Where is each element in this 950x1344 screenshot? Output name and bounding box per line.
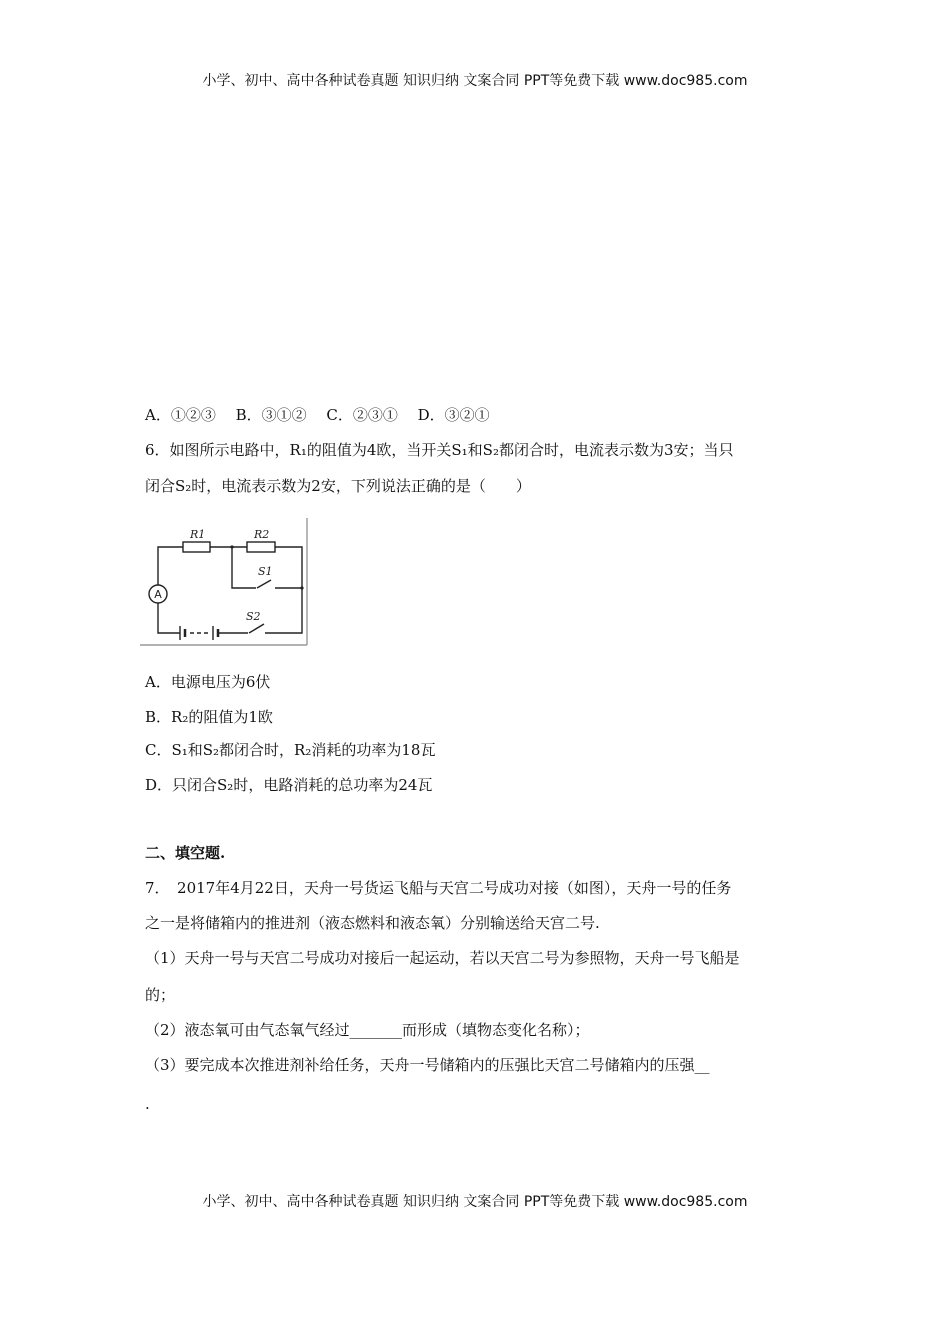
label-s2: S2 [246, 610, 261, 623]
section-heading: 二、填空题. [145, 844, 226, 862]
q6-option-a: A．电源电压为6伏 [145, 673, 271, 691]
q7-text-line1: 7． 2017年4月22日，天舟一号货运飞船与天宫二号成功对接（如图），天舟一号的任务 [145, 879, 732, 897]
q6-option-b: B．R₂的阻值为1欧 [145, 708, 273, 726]
q6-text-line2: 闭合S₂时，电流表示数为2安，下列说法正确的是（ ） [145, 477, 531, 495]
q7-part2: （2）液态氧可由气态氧气经过_______而形成（填物态变化名称）； [145, 1021, 590, 1039]
page-footer: 小学、初中、高中各种试卷真题 知识归纳 文案合同 PPT等免费下载 www.doc985.com [202, 1194, 748, 1210]
q7-text-line2: 之一是将储箱内的推进剂（液态燃料和液态氧）分别输送给天宫二号. [145, 914, 600, 932]
circuit-diagram [140, 515, 312, 648]
switch-s2 [249, 624, 264, 633]
q7-part1: （1）天舟一号与天宫二号成功对接后一起运动，若以天宫二号为参照物，天舟一号飞船是 [145, 949, 740, 967]
q6-option-c: C．S₁和S₂都闭合时，R₂消耗的功率为18瓦 [145, 741, 436, 759]
q7-part1-end: 的； [145, 986, 176, 1004]
q5-options: A．①②③ B．③①② C．②③① D．③②① [145, 406, 490, 424]
label-r2: R2 [254, 528, 270, 541]
q6-option-d: D．只闭合S₂时，电路消耗的总功率为24瓦 [145, 776, 433, 794]
q7-part3-end: . [145, 1095, 150, 1113]
resistor-r2 [247, 542, 275, 552]
q7-part3: （3）要完成本次推进剂补给任务，天舟一号储箱内的压强比天宫二号储箱内的压强__ [145, 1056, 710, 1074]
ammeter-label: A [154, 588, 162, 601]
label-r1: R1 [190, 528, 206, 541]
page-header: 小学、初中、高中各种试卷真题 知识归纳 文案合同 PPT等免费下载 www.doc985.com [202, 73, 748, 89]
resistor-r1 [183, 542, 210, 552]
label-s1: S1 [258, 565, 273, 578]
switch-s1 [257, 580, 271, 588]
q6-text-line1: 6．如图所示电路中，R₁的阻值为4欧，当开关S₁和S₂都闭合时，电流表示数为3安；当只 [145, 441, 734, 459]
